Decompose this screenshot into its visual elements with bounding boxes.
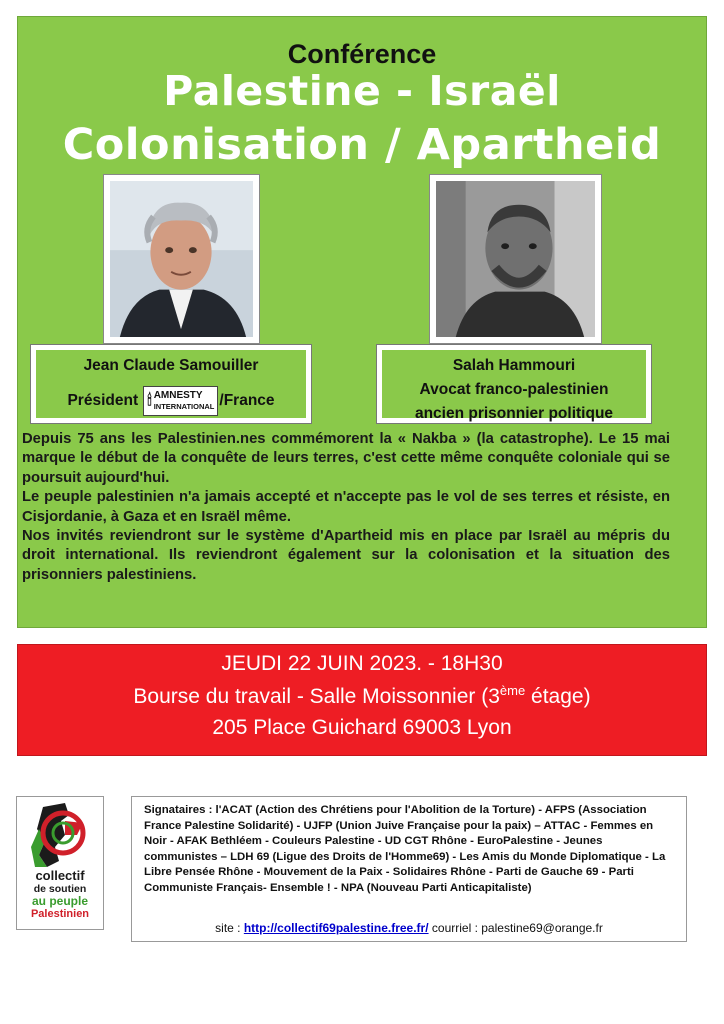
- event-venue-main: Bourse du travail - Salle Moissonnier (3: [133, 685, 500, 708]
- event-venue-sup: ème: [499, 683, 526, 698]
- logo-text-line-2: de soutien: [33, 883, 87, 895]
- site-label: site :: [215, 921, 244, 935]
- logo-text-line-4: Palestinien: [30, 908, 90, 920]
- headline-line-1: Palestine - Israël: [163, 67, 561, 115]
- description-paragraph: Nos invités reviendront sur le système d'Apartheid mis en place par Israël au mépris du droit international. Ils reviendront également sur la colonisation et la situation des prisonniers palestiniens.: [22, 528, 670, 583]
- amnesty-logo: [143, 386, 218, 416]
- email-label: courriel :: [428, 921, 482, 935]
- event-date-time: JEUDI 22 JUIN 2023. - 18H30: [221, 652, 503, 675]
- headline-line-2: Colonisation / Apartheid: [62, 120, 662, 170]
- event-address: 205 Place Guichard 69003 Lyon: [212, 716, 512, 739]
- contact-line: [132, 921, 686, 935]
- speaker-1-name: Jean Claude Samouiller: [83, 357, 259, 374]
- signatories-list: Signataires : l'ACAT (Action des Chrétiens pour l'Abolition de la Torture) - AFPS (Association France Palestine Solidarité) - UJFP (Union Juive Française pour la paix) – ATTAC - Femmes en Noir - AFAK Bethléem - Couleurs Palestine - UD CGT Rhône - EuroPalestine - Jeunes communistes – LDH 69 (Ligue des Droits de l'Homme69) - Les Amis du Monde Diplomatique - La Libre Pensée Rhône - Mouvement de la Paix - Solidaires Rhône - Parti de Gauche 69 - Parti Communiste Français- Ensemble ! - NPA (Nouveau Parti Anticapitaliste): [144, 804, 666, 894]
- speaker-2-caption: [376, 344, 652, 424]
- speaker-1-caption: [30, 344, 312, 424]
- candle-icon: 🕯: [147, 392, 152, 409]
- organizer-logo: [16, 796, 104, 930]
- event-venue-floor: étage): [525, 685, 591, 708]
- speaker-1-role-suffix: /France: [219, 392, 275, 410]
- speaker-1-role: [36, 386, 306, 416]
- speaker-2-name: Salah Hammouri: [452, 357, 576, 374]
- speaker-2-role-2: ancien prisonnier politique: [414, 405, 614, 422]
- speaker-1-role-prefix: Président: [67, 392, 139, 410]
- amnesty-logo-line-1: AMNESTY: [153, 390, 203, 401]
- site-link[interactable]: http://collectif69palestine.free.fr/: [243, 921, 429, 935]
- map-logo-icon: [25, 801, 95, 869]
- logo-text-line-1: collectif: [35, 868, 85, 883]
- speaker-1-photo: [103, 174, 260, 344]
- logo-text-line-3: au peuple: [31, 894, 88, 908]
- speaker-2-role-1: Avocat franco-palestinien: [419, 381, 609, 398]
- email-address[interactable]: palestine69@orange.fr: [481, 921, 603, 935]
- speaker-2-photo: [429, 174, 602, 344]
- conference-description: [22, 430, 670, 585]
- conference-kicker: Conférence: [287, 39, 437, 69]
- description-paragraph: Le peuple palestinien n'a jamais accepté et n'accepte pas le vol de ses terres et résiste, en Cisjordanie, à Gaza et en Israël même.: [22, 489, 670, 525]
- signatories-box: [131, 796, 687, 942]
- description-paragraph: Depuis 75 ans les Palestinien.nes commémorent la « Nakba » (la catastrophe). Le 15 mai marque le début de la conquête de leurs terres, c'est cette même conquête coloniale qui se poursuit aujourd'hui.: [22, 431, 670, 486]
- event-details-panel: [17, 644, 707, 756]
- amnesty-logo-line-2: INTERNATIONAL: [153, 402, 215, 411]
- event-venue: [18, 683, 706, 709]
